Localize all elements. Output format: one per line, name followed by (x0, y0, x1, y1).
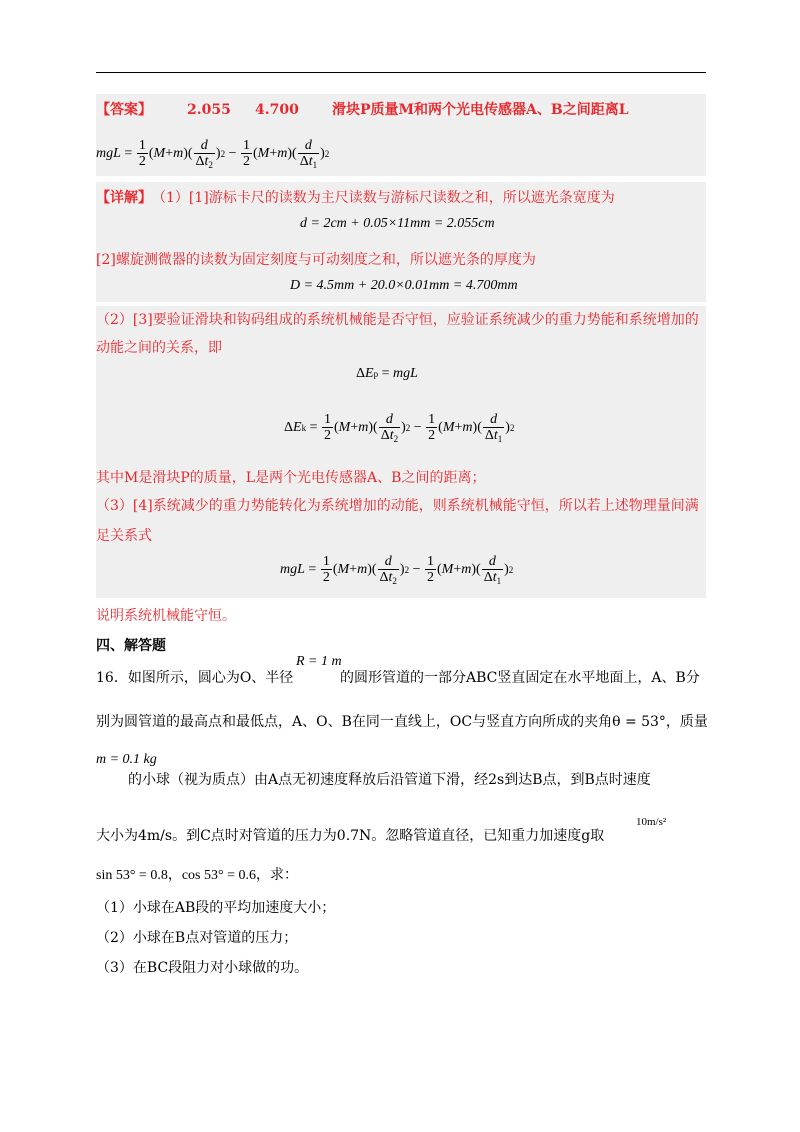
q16-sub-1: （1）小球在AB段的平均加速度大小； (96, 900, 336, 916)
q16-radius: R = 1 m (296, 654, 342, 669)
q16-line-2: 别为圆管道的最高点和最低点，A、O、B在同一直线上，OC与竖直方向所成的夹角θ = 53°，质量 (96, 714, 708, 730)
q16-line-3: 的小球（视为质点）由A点无初速度释放后沿管道下滑，经2s到达B点，到B点时速度 (128, 772, 651, 788)
detail-para-3b: 动能之间的关系，即 (96, 340, 222, 356)
detail-para-6: 说明系统机械能守恒。 (96, 608, 236, 624)
detail-para-2: [2]螺旋测微器的读数为固定刻度与可动刻度之和，所以遮光条的厚度为 (96, 252, 536, 268)
section-title: 四、解答题 (96, 638, 166, 654)
q16-gravity: 10m/s² (636, 816, 667, 828)
answer-value-1: 2.055 (187, 102, 231, 118)
detail-para-1: （1）[1]游标卡尺的读数为主尺读数与游标尺读数之和，所以遮光条宽度为 (152, 190, 615, 206)
equation-D: D = 4.5mm + 20.0×0.01mm = 4.700mm (290, 278, 518, 293)
equation-potential: Δ E p = mgL (356, 366, 418, 381)
equation-conservation: mgL = $\frac{1}{2}$ ( M + m )( $\frac{d}{\Delta t_2}$ ) 2 − $\frac{1}{2}$ ( M + m )( $\frac{d}{\Delta t_1}$ ) 2 (280, 554, 514, 586)
header-rule (96, 72, 706, 73)
answer-value-3: 滑块P质量M和两个光电传感器A、B之间距离L (332, 102, 629, 118)
q16-trig-values: sin 53° = 0.8，cos 53° = 0.6，求： (96, 868, 298, 883)
detail-para-4: 其中M是滑块P的质量，L是两个光电传感器A、B之间的距离； (96, 470, 486, 486)
detail-para-3a: （2）[3]要验证滑块和钩码组成的系统机械能是否守恒，应验证系统减少的重力势能和系统增加的 (96, 312, 699, 328)
equation-d: d = 2cm + 0.05×11mm = 2.055cm (300, 216, 495, 231)
answer-label: 【答案】 (96, 102, 152, 118)
detail-para-5a: （3）[4]系统减少的重力势能转化为系统增加的动能，则系统机械能守恒，所以若上述物理量间满 (96, 498, 699, 514)
q16-mass: m = 0.1 kg (96, 752, 157, 767)
detail-para-5b: 足关系式 (96, 528, 152, 544)
answer-equation: mgL = $\frac{1}{2}$ ( M + m )( $\frac{d}{\Delta t_2}$ ) 2 − $\frac{1}{2}$ ( M + m )( $\frac{d}{\Delta t_1}$ ) 2 (96, 138, 330, 170)
equation-kinetic: Δ E k = $\frac{1}{2}$ ( M + m )( $\frac{d}{\Delta t_2}$ ) 2 − $\frac{1}{2}$ ( M + m )( $\frac{d}{\Delta t_1}$ ) 2 (284, 412, 515, 444)
q16-line-1a: 16．如图所示，圆心为O、半径 (96, 670, 294, 686)
q16-line-1b: 的圆形管道的一部分ABC竖直固定在水平地面上，A、B分 (340, 670, 700, 686)
q16-sub-3: （3）在BC段阻力对小球做的功。 (96, 960, 309, 976)
detail-label: 【详解】 (96, 190, 152, 206)
answer-value-2: 4.700 (255, 102, 299, 118)
q16-line-4: 大小为4m/s。到C点时对管道的压力为0.7N。忽略管道直径，已知重力加速度g取 (96, 828, 605, 844)
q16-sub-2: （2）小球在B点对管道的压力； (96, 930, 298, 946)
